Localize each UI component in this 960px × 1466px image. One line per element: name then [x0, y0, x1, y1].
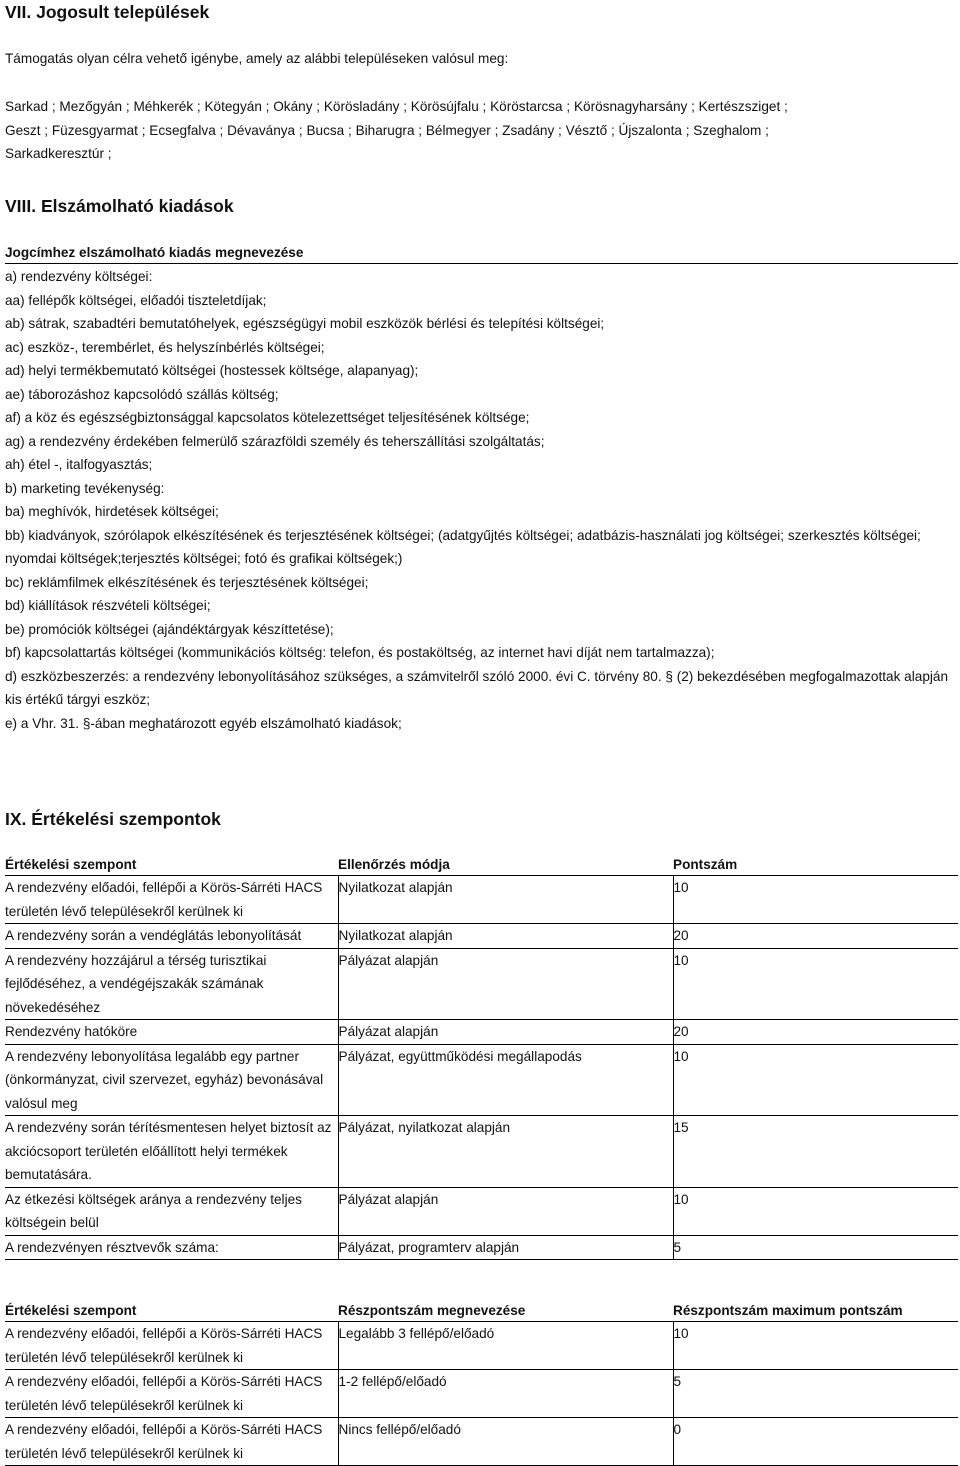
expense-item: be) promóciók költségei (ajándéktárgyak készíttetése);: [5, 621, 334, 637]
table-row: [5, 1020, 958, 1045]
expense-item: ad) helyi termékbemutató költségei (hostessek költsége, alapanyag);: [5, 363, 419, 378]
method-cell: Nyilatkozat alapján: [338, 876, 673, 924]
settlement-line: Sarkad ; Mezőgyán ; Méhkerék ; Kötegyán ; Okány ; Körösladány ; Körösújfalu ; Köröstarcsa ; Körösnagyharsány ; Kertészsziget ;: [5, 99, 788, 114]
method-cell: Pályázat, programterv alapján: [338, 1235, 673, 1260]
section-9-title: IX. Értékelési szempontok: [5, 809, 221, 829]
table-row: [5, 1116, 958, 1188]
score-cell: 10: [673, 1044, 958, 1116]
subscore-max-cell: 0: [673, 1418, 958, 1466]
criterion-cell: A rendezvény előadói, fellépői a Körös-Sárréti HACS területén lévő településekről kerülnek ki: [5, 1418, 338, 1466]
column-header: Részpontszám maximum pontszám: [673, 1301, 958, 1322]
column-header: Pontszám: [673, 855, 958, 876]
column-header: Ellenőrzés módja: [338, 855, 673, 876]
score-cell: 5: [673, 1235, 958, 1260]
expense-item: bd) kiállítások részvételi költségei;: [5, 598, 211, 613]
expense-item: bf) kapcsolattartás költségei (kommunikációs költség: telefon, és postaköltség, az internet havi díját nem tartalmazza);: [5, 645, 715, 660]
expense-item: ag) a rendezvény érdekében felmerülő szárazföldi személy és teherszállítási szolgáltatás;: [5, 433, 545, 449]
criterion-cell: A rendezvény során térítésmentesen helyet biztosít az akciócsoport területén előállított helyi termékek bemutatására.: [5, 1116, 338, 1188]
expense-list: [5, 265, 958, 735]
subscore-name-cell: 1-2 fellépő/előadó: [338, 1370, 673, 1418]
expense-item: ab) sátrak, szabadtéri bemutatóhelyek, egészségügyi mobil eszközök bérlési és telepítési költségei;: [5, 316, 605, 331]
column-header: Értékelési szempont: [5, 1301, 338, 1322]
column-header: Értékelési szempont: [5, 855, 338, 876]
expense-item: ae) táborozáshoz kapcsolódó szállás költség;: [5, 386, 279, 402]
method-cell: Pályázat alapján: [338, 1187, 673, 1235]
expense-item: ba) meghívók, hirdetések költségei;: [5, 504, 219, 519]
expense-item: ah) étel -, italfogyasztás;: [5, 457, 153, 472]
settlement-line: Geszt ; Füzesgyarmat ; Ecsegfalva ; Dévaványa ; Bucsa ; Biharugra ; Bélmegyer ; Zsadány ; Vésztő ; Újszalonta ; Szeghalom ;: [5, 122, 769, 138]
table-row: [5, 1322, 958, 1370]
column-header: Részpontszám megnevezése: [338, 1301, 673, 1322]
criterion-cell: A rendezvény hozzájárul a térség turisztikai fejlődéséhez, a vendégéjszakák számának növekedéséhez: [5, 948, 338, 1020]
subscore-name-cell: Legalább 3 fellépő/előadó: [338, 1322, 673, 1370]
table-row: [5, 924, 958, 949]
criterion-cell: A rendezvény előadói, fellépői a Körös-Sárréti HACS területén lévő településekről kerülnek ki: [5, 1370, 338, 1418]
subscore-table: [5, 1301, 958, 1466]
subscore-max-cell: 10: [673, 1322, 958, 1370]
score-cell: 10: [673, 1187, 958, 1235]
expense-item: bc) reklámfilmek elkészítésének és terjesztésének költségei;: [5, 574, 369, 590]
expense-item: aa) fellépők költségei, előadói tiszteletdíjak;: [5, 292, 267, 308]
method-cell: Pályázat alapján: [338, 1020, 673, 1045]
expense-item: ac) eszköz-, terembérlet, és helyszínbérlés költségei;: [5, 339, 325, 355]
table-header-row: [5, 855, 958, 876]
table-row: [5, 948, 958, 1020]
criterion-cell: A rendezvényen résztvevők száma:: [5, 1235, 338, 1260]
criterion-cell: Rendezvény hatóköre: [5, 1020, 338, 1045]
section-7: [5, 1, 958, 23]
expense-item: e) a Vhr. 31. §-ában meghatározott egyéb elszámolható kiadások;: [5, 715, 402, 731]
method-cell: Pályázat alapján: [338, 948, 673, 1020]
section-7-title: VII. Jogosult települések: [5, 2, 210, 22]
expense-item: d) eszközbeszerzés: a rendezvény lebonyolításához szükséges, a számvitelről szóló 2000. évi C. törvény 80. § (2) bekezdésében megfogalmazottak alapján kis értékű tárgyi eszköz;: [5, 668, 949, 707]
table-header-row: [5, 1301, 958, 1322]
criterion-cell: A rendezvény előadói, fellépői a Körös-Sárréti HACS területén lévő településekről kerülnek ki: [5, 1322, 338, 1370]
criterion-cell: A rendezvény lebonyolítása legalább egy partner (önkormányzat, civil szervezet, egyház) bevonásával valósul meg: [5, 1044, 338, 1116]
score-cell: 15: [673, 1116, 958, 1188]
subscore-max-cell: 5: [673, 1370, 958, 1418]
section-7-intro: Támogatás olyan célra vehető igénybe, amely az alábbi településeken valósul meg:: [5, 51, 509, 66]
section-8-title: VIII. Elszámolható kiadások: [5, 196, 234, 216]
score-cell: 20: [673, 1020, 958, 1045]
table-row: [5, 1044, 958, 1116]
score-cell: 10: [673, 876, 958, 924]
criterion-cell: A rendezvény során a vendéglátás lebonyolítását: [5, 924, 338, 949]
expense-item: b) marketing tevékenység:: [5, 480, 165, 496]
table-row: [5, 876, 958, 924]
settlement-list: [5, 95, 958, 166]
settlement-line: Sarkadkeresztúr ;: [5, 146, 112, 161]
subscore-name-cell: Nincs fellépő/előadó: [338, 1418, 673, 1466]
method-cell: Pályázat, együttműködési megállapodás: [338, 1044, 673, 1116]
table-row: [5, 1235, 958, 1260]
evaluation-table: [5, 855, 958, 1260]
table-row: [5, 1418, 958, 1466]
expense-subheading: Jogcímhez elszámolható kiadás megnevezése: [5, 244, 958, 264]
expense-item: af) a köz és egészségbiztonsággal kapcsolatos kötelezettséget teljesítésének költsége;: [5, 410, 530, 425]
expense-item: a) rendezvény költségei:: [5, 269, 153, 284]
expense-item: bb) kiadványok, szórólapok elkészítésének és terjesztésének költségei; (adatgyűjtés költségei; adatbázis-használati jog költségei; szerkesztés költségei; nyomdai költségek;terjesztés költségei; fotó és grafikai költségek;): [5, 527, 921, 566]
method-cell: Nyilatkozat alapján: [338, 924, 673, 949]
criterion-cell: A rendezvény előadói, fellépői a Körös-Sárréti HACS területén lévő településekről kerülnek ki: [5, 876, 338, 924]
criterion-cell: Az étkezési költségek aránya a rendezvény teljes költségein belül: [5, 1187, 338, 1235]
table-row: [5, 1370, 958, 1418]
score-cell: 10: [673, 948, 958, 1020]
table-row: [5, 1187, 958, 1235]
method-cell: Pályázat, nyilatkozat alapján: [338, 1116, 673, 1188]
score-cell: 20: [673, 924, 958, 949]
